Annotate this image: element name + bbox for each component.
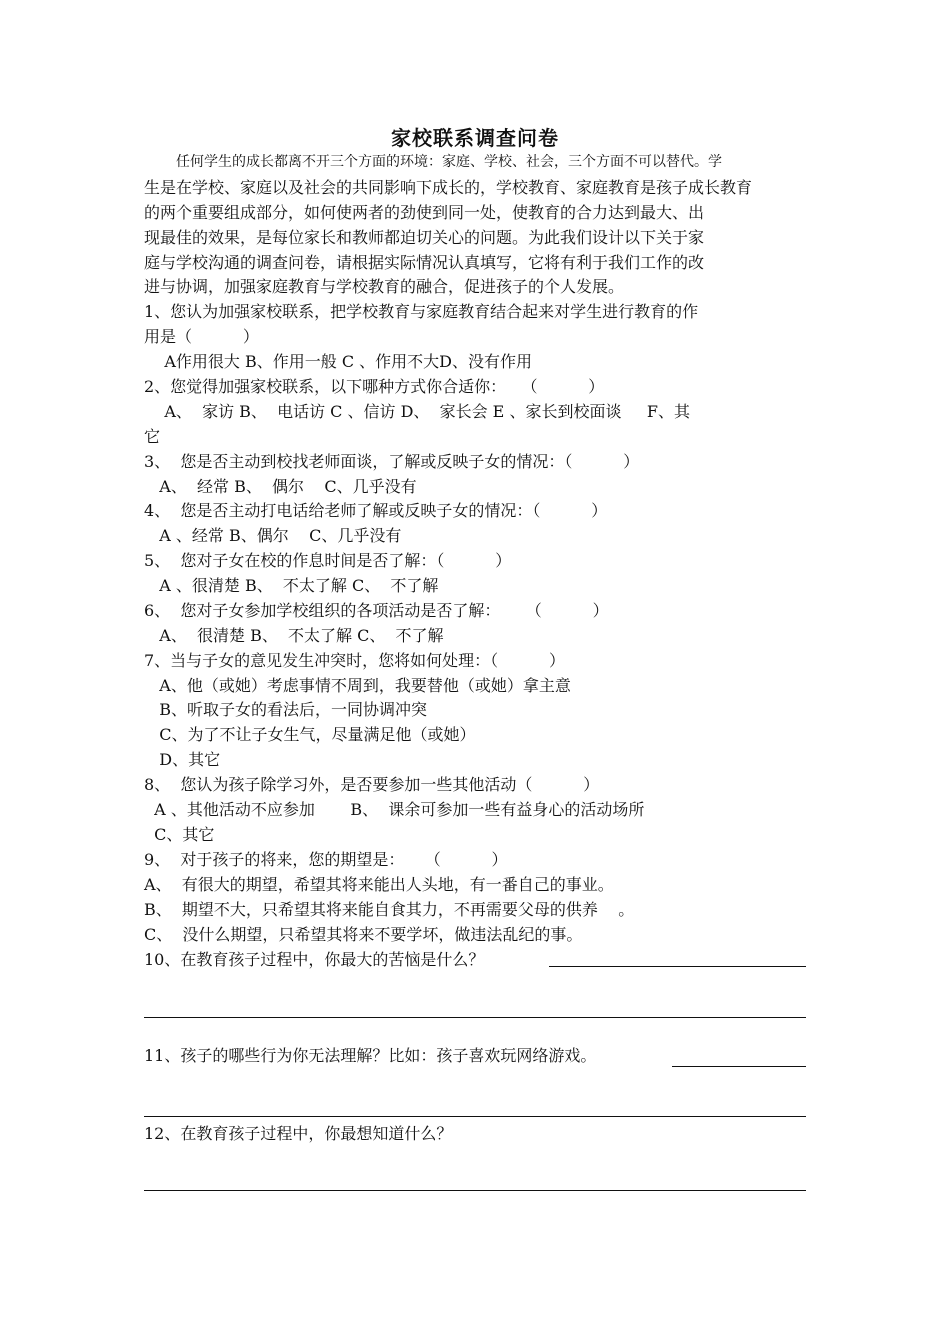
- option-line: A 、很清楚 B、 不太了解 C、 不了解: [144, 576, 439, 595]
- question-line: 8、 您认为孩子除学习外，是否要参加一些其他活动（ ）: [144, 775, 600, 794]
- question-line: 5、 您对子女在校的作息时间是否了解：（ ）: [144, 551, 512, 570]
- option-line: A、 经常 B、 偶尔 C、几乎没有: [144, 477, 417, 496]
- question-line: 9、 对于孩子的将来，您的期望是： （ ）: [144, 850, 508, 869]
- option-line: A 、经常 B、偶尔 C、几乎没有: [144, 526, 402, 545]
- question-line: 1、您认为加强家校联系，把学校教育与家庭教育结合起来对学生进行教育的作: [144, 302, 699, 321]
- answer-line-q12[interactable]: [144, 1190, 806, 1191]
- option-line: A作用很大 B、作用一般 C 、作用不大D、没有作用: [144, 352, 532, 371]
- intro-line: 现最佳的效果，是每位家长和教师都迫切关心的问题。为此我们设计以下关于家: [144, 228, 705, 247]
- question-line: 11、孩子的哪些行为你无法理解？比如：孩子喜欢玩网络游戏。: [144, 1046, 597, 1065]
- option-line: C、其它: [144, 825, 215, 844]
- intro-line: 任何学生的成长都离不开三个方面的环境：家庭、学校、社会，三个方面不可以替代。学: [176, 154, 722, 170]
- option-line: A、他（或她）考虑事情不周到，我要替他（或她）拿主意: [144, 676, 571, 695]
- question-line: 10、在教育孩子过程中，你最大的苦恼是什么？: [144, 950, 485, 969]
- question-line: 12、在教育孩子过程中，你最想知道什么？: [144, 1124, 453, 1143]
- question-line: 6、 您对子女参加学校组织的各项活动是否了解： （ ）: [144, 601, 609, 620]
- option-line: B、听取子女的看法后，一同协调冲突: [144, 700, 428, 719]
- answer-line-q11-extra[interactable]: [144, 1116, 806, 1117]
- intro-line: 进与协调，加强家庭教育与学校教育的融合，促进孩子的个人发展。: [144, 277, 625, 296]
- answer-line-q10-extra[interactable]: [144, 1017, 806, 1018]
- option-line: C、 没什么期望，只希望其将来不要学坏，做违法乱纪的事。: [144, 925, 583, 944]
- answer-line-q10[interactable]: [549, 966, 806, 967]
- question-line: 2、您觉得加强家校联系，以下哪种方式你合适你： （ ）: [144, 377, 605, 396]
- option-line: 它: [144, 427, 161, 446]
- option-line: B、 期望不大，只希望其将来能自食其力，不再需要父母的供养 。: [144, 900, 635, 919]
- question-line: 7、当与子女的意见发生冲突时，您将如何处理：（ ）: [144, 651, 566, 670]
- question-line: 3、 您是否主动到校找老师面谈，了解或反映子女的情况：（ ）: [144, 452, 640, 471]
- question-line: 4、 您是否主动打电话给老师了解或反映子女的情况：（ ）: [144, 501, 608, 520]
- option-line: C、为了不让子女生气，尽量满足他（或她）: [144, 725, 476, 744]
- intro-line: 的两个重要组成部分，如何使两者的劲使到同一处，使教育的合力达到最大、出: [144, 203, 705, 222]
- option-line: A、 家访 B、 电话访 C 、信访 D、 家长会 E 、家长到校面谈 F、其: [144, 402, 690, 421]
- option-line: D、其它: [144, 750, 221, 769]
- intro-line: 生是在学校、家庭以及社会的共同影响下成长的，学校教育、家庭教育是孩子成长教育: [144, 178, 753, 197]
- intro-line: 庭与学校沟通的调查问卷，请根据实际情况认真填写，它将有利于我们工作的改: [144, 253, 705, 272]
- option-line: A、 很清楚 B、 不太了解 C、 不了解: [144, 626, 444, 645]
- question-line: 用是（ ）: [144, 327, 259, 346]
- answer-line-q11[interactable]: [672, 1066, 806, 1067]
- option-line: A、 有很大的期望，希望其将来能出人头地，有一番自己的事业。: [144, 875, 614, 894]
- page-title: 家校联系调查问卷: [391, 126, 559, 150]
- option-line: A 、其他活动不应参加 B、 课余可参加一些有益身心的活动场所: [144, 800, 645, 819]
